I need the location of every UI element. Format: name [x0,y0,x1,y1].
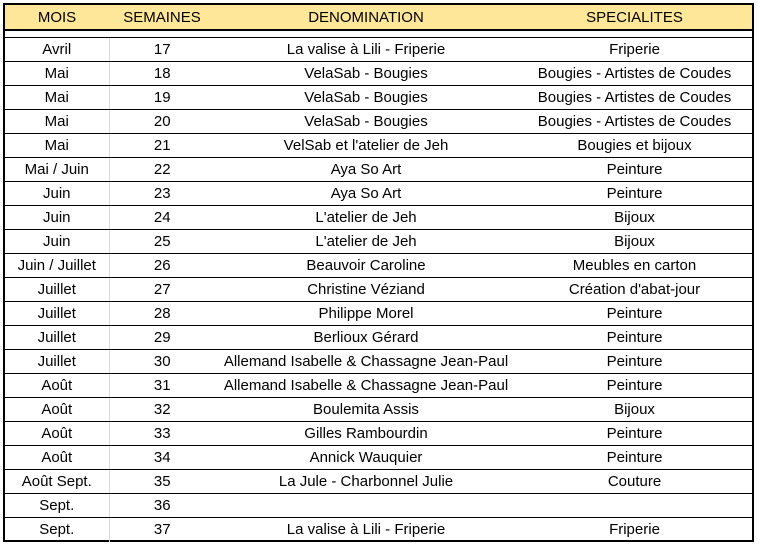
table-row [5,398,752,422]
table-row [5,470,752,494]
cell-denomination[interactable]: La Jule - Charbonnel Julie [215,470,517,494]
cell-specialite[interactable] [517,494,752,518]
cell-denomination[interactable]: Berlioux Gérard [215,326,517,350]
cell-specialite[interactable]: Peinture [517,326,752,350]
cell-semaine[interactable]: 27 [109,278,215,302]
table-body [5,38,752,542]
cell-semaine[interactable]: 22 [109,158,215,182]
cell-specialite[interactable]: Bougies - Artistes de Coudes [517,86,752,110]
cell-specialite[interactable]: Peinture [517,446,752,470]
cell-denomination[interactable]: Annick Wauquier [215,446,517,470]
cell-semaine[interactable]: 29 [109,326,215,350]
table-row [5,446,752,470]
cell-mois[interactable]: Juillet [5,326,109,350]
cell-specialite[interactable]: Peinture [517,158,752,182]
cell-specialite[interactable]: Couture [517,470,752,494]
cell-mois[interactable]: Août Sept. [5,470,109,494]
table-row [5,278,752,302]
cell-semaine[interactable]: 20 [109,110,215,134]
table-row [5,182,752,206]
table-row [5,422,752,446]
cell-specialite[interactable]: Peinture [517,374,752,398]
cell-denomination[interactable]: La valise à Lili - Friperie [286,521,446,539]
cell-mois[interactable]: Mai [5,134,109,158]
cell-denomination[interactable] [215,494,517,518]
spacer-row [5,30,752,38]
cell-mois[interactable]: Mai [5,110,109,134]
cell-mois[interactable]: Août [5,398,109,422]
cell-mois[interactable]: Juin / Juillet [5,254,109,278]
table-row [5,302,752,326]
cell-denomination[interactable]: Christine Véziand [215,278,517,302]
table-row [5,374,752,398]
table-row [5,350,752,374]
cell-specialite[interactable]: Peinture [517,302,752,326]
cell-semaine[interactable]: 34 [109,446,215,470]
cell-mois[interactable]: Août [5,446,109,470]
cell-semaine[interactable]: 19 [109,86,215,110]
cell-specialite[interactable]: Bougies - Artistes de Coudes [517,62,752,86]
cell-denomination[interactable]: Allemand Isabelle & Chassagne Jean-Paul [215,350,517,374]
cell-specialite[interactable]: Bijoux [517,230,752,254]
cell-semaine[interactable]: 25 [109,230,215,254]
cell-specialite[interactable]: Bijoux [517,398,752,422]
cell-specialite[interactable]: Création d'abat-jour [517,278,752,302]
cell-denomination[interactable]: VelaSab - Bougies [215,110,517,134]
cell-mois[interactable]: Juin [5,182,109,206]
cell-specialite[interactable]: Peinture [517,422,752,446]
cell-mois[interactable]: Mai [5,86,109,110]
schedule-table [5,5,752,542]
cell-semaine[interactable]: 17 [109,38,215,62]
cell-mois[interactable]: Juillet [5,302,109,326]
cell-mois[interactable]: Juillet [5,350,109,374]
cell-mois[interactable]: Mai [5,62,109,86]
cell-denomination[interactable]: L'atelier de Jeh [215,206,517,230]
cell-semaine[interactable]: 26 [109,254,215,278]
table-row [5,134,752,158]
cell-specialite[interactable]: Peinture [517,182,752,206]
cell-semaine[interactable]: 18 [109,62,215,86]
table-row [5,158,752,182]
cell-specialite[interactable]: Bijoux [517,206,752,230]
header-row [5,5,752,30]
schedule-sheet [3,3,754,542]
cell-specialite[interactable]: Friperie [609,521,660,539]
table-row [5,494,752,518]
cell-mois[interactable]: Avril [5,38,109,62]
table-row [5,86,752,110]
cell-specialite[interactable]: Meubles en carton [517,254,752,278]
cell-denomination[interactable]: Aya So Art [215,182,517,206]
header-specialites[interactable]: SPECIALITES [517,5,752,30]
cell-denomination[interactable]: L'atelier de Jeh [215,230,517,254]
cell-denomination[interactable]: Aya So Art [215,158,517,182]
cell-mois[interactable]: Juin [5,230,109,254]
cell-mois[interactable]: Sept. [5,494,109,518]
cell-denomination[interactable]: VelaSab - Bougies [215,86,517,110]
cell-specialite[interactable]: Bougies et bijoux [517,134,752,158]
cell-semaine[interactable]: 35 [109,470,215,494]
table-row [5,518,752,542]
header-mois[interactable]: MOIS [5,5,109,30]
table-row [5,230,752,254]
table-row [5,254,752,278]
cell-mois[interactable]: Mai / Juin [5,158,109,182]
cell-semaine[interactable]: 24 [109,206,215,230]
cell-mois[interactable]: Sept. [5,518,109,542]
header-semaines[interactable]: SEMAINES [109,5,215,30]
cell-semaine[interactable]: 28 [109,302,215,326]
cell-denomination[interactable]: Gilles Rambourdin [215,422,517,446]
table-row [5,110,752,134]
cell-denomination[interactable]: Boulemita Assis [215,398,517,422]
cell-mois[interactable]: Juin [5,206,109,230]
cell-specialite[interactable]: Bougies - Artistes de Coudes [517,110,752,134]
cell-specialite[interactable]: Peinture [517,350,752,374]
cell-denomination[interactable]: Beauvoir Caroline [215,254,517,278]
cell-denomination[interactable]: Allemand Isabelle & Chassagne Jean-Paul [215,374,517,398]
cell-semaine[interactable]: 21 [109,134,215,158]
cell-mois[interactable]: Août [5,374,109,398]
cell-semaine[interactable]: 32 [109,398,215,422]
cell-denomination[interactable]: La valise à Lili - Friperie [215,38,517,62]
table-row [5,326,752,350]
table-row [5,38,752,62]
cell-mois[interactable]: Août [5,422,109,446]
cell-semaine[interactable]: 33 [109,422,215,446]
cell-semaine[interactable]: 37 [153,521,171,539]
cell-semaine[interactable]: 36 [109,494,215,518]
cell-specialite[interactable]: Friperie [517,38,752,62]
header-denomination[interactable]: DENOMINATION [215,5,517,30]
cell-semaine[interactable]: 30 [109,350,215,374]
table-row [5,62,752,86]
cell-denomination[interactable]: VelSab et l'atelier de Jeh [215,134,517,158]
cell-semaine[interactable]: 23 [109,182,215,206]
cell-denomination[interactable]: Philippe Morel [215,302,517,326]
table-row [5,206,752,230]
cell-mois[interactable]: Juillet [5,278,109,302]
cell-semaine[interactable]: 31 [109,374,215,398]
cell-denomination[interactable]: VelaSab - Bougies [215,62,517,86]
